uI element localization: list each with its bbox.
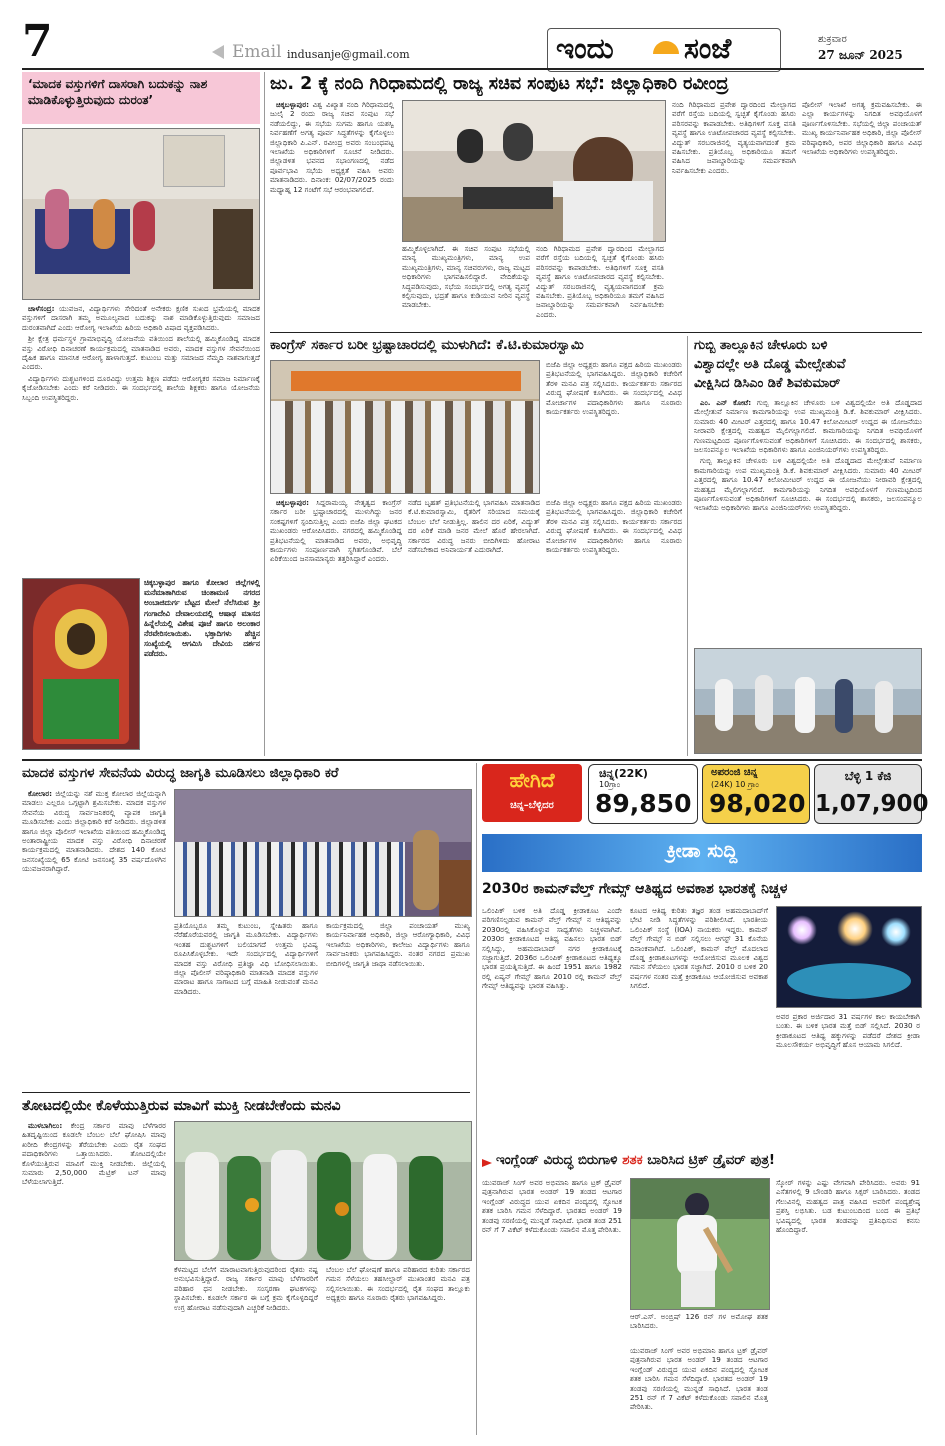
gold-24k-unit: (24K) 10 ಗ್ರಾಂ xyxy=(711,780,759,789)
column-rule xyxy=(687,336,688,756)
story-headline: ತೋಟದಲ್ಲಿಯೇ ಕೊಳೆಯುತ್ತಿರುವ ಮಾವಿಗೆ ಮುಕ್ತಿ ನೀಡಬೇಕೆಂದು ಮನವಿ xyxy=(22,1098,341,1114)
batsman-photo xyxy=(630,1178,770,1310)
column-rule xyxy=(264,72,265,756)
cwg-col-1: ಒಲಿಂಪಿಕ್ ಬಳಿಕ ಅತಿ ದೊಡ್ಡ ಕ್ರೀಡಾಕೂಟ ಎಂದೇ ಪರಿಗಣಿಸಲ್ಪಡುವ ಕಾಮನ್ ವೆಲ್ತ್ ಗೇಮ್ಸ್ ನ ಆತಿಥ್ಯವನ್ನು 2030ರಲ್ಲಿ ವಹಿಸಿಕೊಳ್ಳುವ ಸಾಧ್ಯತೆಗಳು ನಿಚ್ಚಳವಾಗಿವೆ. 2030ರ ಕ್ರೀಡಾಕೂಟದ ಆತಿಥ್ಯ ವಹಿಸಲು ಭಾರತ ಬಿಡ್ ಸಲ್ಲಿಸಿದ್ದು, ಅಹಮದಾಬಾದ್ ನಗರ ಕ್ರೀಡಾಕೂಟಕ್ಕೆ ಸಜ್ಜಾಗುತ್ತಿದೆ. 2036ರ ಒಲಿಂಪಿಕ್ ಕ್ರೀಡಾಕೂಟದ ಆತಿಥ್ಯಕ್ಕೂ ಭಾರತ ಪ್ರಯತ್ನಿಸುತ್ತಿದೆ. ಈ ಹಿಂದೆ 1951 ಹಾಗೂ 1982 ರಲ್ಲಿ ಏಷ್ಯನ್ ಗೇಮ್ಸ್ ಹಾಗೂ 2010 ರಲ್ಲಿ ಕಾಮನ್ ವೆಲ್ತ್ ಗೇಮ್ಸ್ ಆತಿಥ್ಯವನ್ನು ಭಾರತ ವಹಿಸಿತ್ತು. xyxy=(482,906,622,991)
cwg-col-3: ಅವರ ಪ್ರಕಾರ ಅರ್ಜಿದಾರ 31 ವರ್ಷಗಳ ಕಾಲ ಕಾಯಬೇಕಾಗಿ ಬಂತು. ಈ ಬಳಿಕ ಭಾರತ ಮತ್ತೆ ಬಿಡ್ ಸಲ್ಲಿಸಿದೆ. 2030 ರ ಕ್ರೀಡಾಕೂಟದ ಆತಿಥ್ಯ ಹಕ್ಕುಗಳನ್ನು ಪಡೆದರೆ ದೇಶದ ಕ್ರೀಡಾ ಮೂಲಸೌಕರ್ಯ ಅಭಿವೃದ್ಧಿಗೆ ಹೊಸ ಆಯಾಮ ಸಿಗಲಿದೆ. xyxy=(776,1012,920,1050)
logo xyxy=(547,28,781,72)
headline-line: ವಿಶ್ವಾದಲ್ಲೇ ಅತಿ ದೊಡ್ಡ ಮೇಲ್ಸೇತುವೆ xyxy=(694,357,846,372)
farmers-protest-photo xyxy=(174,1121,472,1261)
sports-banner xyxy=(482,834,922,872)
story-cricket xyxy=(482,1150,922,1436)
email-icon xyxy=(212,45,224,59)
email-label: Email xyxy=(232,42,282,62)
congress-col-2: ನಡೆದ ಬೃಹತ್ ಪ್ರತಿಭಟನೆಯಲ್ಲಿ ಭಾಗವಹಿಸಿ ಮಾತನಾಡಿದ ಕೆ.ಟಿ.ಕುಮಾರಸ್ವಾಮಿ, ರೈತರಿಗೆ ಸರಿಯಾದ ಸಮಯಕ್ಕೆ ಬೆಂಬಲ ಬೆಲೆ ನೀಡುತ್ತಿಲ್ಲ. ಹಾಲಿನ ದರ ಏರಿಕೆ, ವಿದ್ಯುತ್ ದರ ಏರಿಕೆ ಮಾಡಿ ಜನರ ಮೇಲೆ ಹೊರೆ ಹೇರಲಾಗಿದೆ. ಸರ್ಕಾರದ ವಿರುದ್ಧ ಜನರು ಬೀದಿಗಿಳಿದು ಹೋರಾಟ ನಡೆಸಬೇಕಾದ ಅನಿವಾರ್ಯತೆ ಎದುರಾಗಿದೆ. xyxy=(408,498,540,555)
mango-col-1 xyxy=(22,1121,166,1433)
story-gubbi xyxy=(694,336,922,756)
paragraph: ಕೇಂದ್ರ ಸರ್ಕಾರ ಮಾವು ಬೆಳೆಗಾರರ ಹಿತದೃಷ್ಟಿಯಿಂದ ಕೂಡಲೇ ಬೆಂಬಲ ಬೆಲೆ ಘೋಷಿಸಿ ಮಾವು ಖರೀದಿ ಕೇಂದ್ರಗಳನ್ನು ತೆರೆಯಬೇಕು ಎಂದು ರೈತ ಸಂಘದ ಪದಾಧಿಕಾರಿಗಳು ಒತ್ತಾಯಿಸಿದರು. ತೋಟದಲ್ಲಿಯೇ ಕೊಳೆಯುತ್ತಿರುವ ಮಾವಿಗೆ ಮುಕ್ತಿ ನೀಡಬೇಕು. ಜಿಲ್ಲೆಯಲ್ಲಿ ಸುಮಾರು 2,50,000 ಮೆಟ್ರಿಕ್ ಟನ್ ಮಾವು ಬೆಳೆಯಲಾಗುತ್ತಿದೆ. xyxy=(22,1121,166,1187)
paragraph: ಶ್ರೀ ಕ್ಷೇತ್ರ ಧರ್ಮಸ್ಥಳ ಗ್ರಾಮಾಭಿವೃದ್ಧಿ ಯೋಜನೆಯ ವತಿಯಿಂದ ಶಾಲೆಯಲ್ಲಿ ಹಮ್ಮಿಕೊಂಡಿದ್ದ ಮಾದಕ ವಸ್ತು ವಿರೋಧಿ ದಿನಾಚರಣೆ ಕಾರ್ಯಕ್ರಮದಲ್ಲಿ ಮಾತನಾಡಿದ ಅವರು, ಮಾದಕ ವಸ್ತುಗಳ ಸೇವನೆಯಿಂದ ದೈಹಿಕ ಹಾಗೂ ಮಾನಸಿಕ ಆರೋಗ್ಯ ಹಾಳಾಗುತ್ತದೆ. ಕುಟುಂಬ ಮತ್ತು ಸಮಾಜದ ನೆಮ್ಮದಿ ನಾಶವಾಗುತ್ತದೆ ಎಂದರು. xyxy=(22,334,260,372)
cricket-col-2b: ಯುವರಾಜ್ ಸಿಂಗ್ ಅವರ ಅಭಿಮಾನಿ ಹಾಗೂ ಟ್ರಕ್ ಡ್ರೈವರ್ ಪುತ್ರನಾಗಿರುವ ಭಾರತ ಅಂಡರ್ 19 ತಂಡದ ಆಟಗಾರ ಇಂಗ್ಲೆಂಡ್ ವಿರುದ್ಧದ ಯುವ ಏಕದಿನ ಪಂದ್ಯದಲ್ಲಿ ಸ್ಫೋಟಕ ಶತಕ ಬಾರಿಸಿ ಗಮನ ಸೆಳೆದಿದ್ದಾರೆ. ಭಾರತದ ಅಂಡರ್ 19 ತಂಡವು ಸರಣಿಯಲ್ಲಿ ಮುನ್ನಡೆ ಸಾಧಿಸಿದೆ. ಭಾರತ ತಂಡ 251 ರನ್ ಗೆ 7 ವಿಕೆಟ್ ಕಳೆದುಕೊಂಡು ಸವಾಲಿನ ಮೊತ್ತ ಪೇರಿಸಿತು. xyxy=(630,1346,768,1412)
paragraph: ವಿದ್ಯಾರ್ಥಿಗಳು ದುಶ್ಚಟಗಳಿಂದ ದೂರವಿದ್ದು ಉತ್ತಮ ಶಿಕ್ಷಣ ಪಡೆದು ಆರೋಗ್ಯಕರ ಸಮಾಜ ನಿರ್ಮಾಣಕ್ಕೆ ಕೈಜೋಡಿಸಬೇಕು ಎಂದು ಕರೆ ನೀಡಿದರು. ಈ ಸಂದರ್ಭದಲ್ಲಿ ಶಾಲೆಯ ಶಿಕ್ಷಕರು ಹಾಗೂ ಯೋಜನೆಯ ಸಿಬ್ಬಂದಿ ಉಪಸ್ಥಿತರಿದ್ದರು. xyxy=(22,373,260,402)
cricket-col-3: ಸ್ಕೋರ್ ಗಳನ್ನು ಎಷ್ಟು ವೇಗವಾಗಿ ಪೇರಿಸಿದರು. ಅವರು 91 ಎಸೆತಗಳಲ್ಲಿ 9 ಬೌಂಡರಿ ಹಾಗೂ ಸಿಕ್ಸರ್ ಬಾರಿಸಿದರು. ತಂಡದ ಗೆಲುವಿನಲ್ಲಿ ಮಹತ್ವದ ಪಾತ್ರ ವಹಿಸಿದ ಅವರಿಗೆ ಪಂದ್ಯಶ್ರೇಷ್ಠ ಪ್ರಶಸ್ತಿ ಲಭಿಸಿತು. ಬಡ ಕುಟುಂಬದಿಂದ ಬಂದ ಈ ಪ್ರತಿಭೆ ಭವಿಷ್ಯದಲ್ಲಿ ಭಾರತ ತಂಡವನ್ನು ಪ್ರತಿನಿಧಿಸುವ ಕನಸು ಹೊಂದಿದ್ದಾರೆ. xyxy=(776,1178,920,1235)
gold-22k-label: ಚಿನ್ನ(22K) xyxy=(599,767,648,780)
headline-part: ಇಂಗ್ಲೆಂಡ್ ವಿರುದ್ಧ ಬಿರುಗಾಳಿ xyxy=(496,1153,618,1168)
dateline: ಎಂ. ಎನ್ ಕೋಟೆ: xyxy=(700,398,752,407)
headline-highlight: ಶತಕ xyxy=(622,1153,643,1168)
story-headline: ಮಾದಕ ವಸ್ತುಗಳ ಸೇವನೆಯ ವಿರುದ್ಧ ಜಾಗೃತಿ ಮೂಡಿಸಲು ಜಿಲ್ಲಾಧಿಕಾರಿ ಕರೆ xyxy=(22,766,339,781)
story-headline xyxy=(22,72,260,124)
column-rule xyxy=(476,763,477,1435)
headline-text: ‘ಮಾದಕ ವಸ್ತುಗಳಿಗೆ ದಾಸರಾಗಿ ಬದುಕನ್ನು ನಾಶ ಮಾಡಿಕೊಳ್ಳುತ್ತಿರುವುದು ದುರಂತ’ xyxy=(28,77,208,107)
gold-24k-label: ಅಪರಂಜಿ ಚಿನ್ನ xyxy=(711,767,758,778)
page-number: 7 xyxy=(22,16,53,67)
brand-line-1: ಹೇಗಿದೆ xyxy=(509,768,555,792)
dateline: ಚಾಳೆಸಂದ್ರ: xyxy=(28,304,55,313)
sun-icon xyxy=(653,41,679,54)
dateline: ಕೋಲಾರ: xyxy=(28,789,53,798)
story-cabinet xyxy=(270,72,922,330)
logo-right-text: ಸಂಜೆ xyxy=(684,32,732,65)
congress-col-right: ಬಿಜೆಪಿ ಜಿಲ್ಲಾ ಅಧ್ಯಕ್ಷರು ಹಾಗೂ ಪಕ್ಷದ ಹಿರಿಯ ಮುಖಂಡರು ಪ್ರತಿಭಟನೆಯಲ್ಲಿ ಭಾಗವಹಿಸಿದ್ದರು. ಜಿಲ್ಲಾಧಿಕಾರಿ ಕಚೇರಿಗೆ ತೆರಳಿ ಮನವಿ ಪತ್ರ ಸಲ್ಲಿಸಿದರು. ಕಾರ್ಯಕರ್ತರು ಸರ್ಕಾರದ ವಿರುದ್ಧ ಘೋಷಣೆ ಕೂಗಿದರು. ಈ ಸಂದರ್ಭದಲ್ಲಿ ವಿವಿಧ ಮೋರ್ಚಾಗಳ ಪದಾಧಿಕಾರಿಗಳು ಹಾಗೂ ನೂರಾರು ಕಾರ್ಯಕರ್ತರು ಉಪಸ್ಥಿತರಿದ್ದರು. xyxy=(546,360,682,417)
headline-part: ಬಾರಿಸಿದ ಟ್ರಿಕ್ ಡ್ರೈವರ್ ಪುತ್ರ! xyxy=(647,1153,775,1168)
cabinet-col-1 xyxy=(270,100,394,326)
awareness-event-photo xyxy=(174,789,472,917)
cwg-col-2: ಕೂಟದ ಆತಿಥ್ಯ ಕುರಿತು ತಜ್ಞರ ತಂಡ ಅಹಮದಾಬಾದ್‌ಗೆ ಭೇಟಿ ನೀಡಿ ಸಿದ್ಧತೆಗಳನ್ನು ಪರಿಶೀಲಿಸಿದೆ. ಭಾರತೀಯ ಒಲಿಂಪಿಕ್ ಸಂಸ್ಥೆ (IOA) ನಾಯಕರು ಇದ್ದರು. ಕಾಮನ್ ವೆಲ್ತ್ ಗೇಮ್ಸ್ ನ ಬಿಡ್ ಸಲ್ಲಿಸಲು ಆಗಸ್ಟ್ 31 ಕೊನೆಯ ದಿನಾಂಕವಾಗಿದೆ. ಒಲಿಂಪಿಕ್, ಕಾಮನ್ ವೆಲ್ತ್ ಮೊದಲಾದ ದೊಡ್ಡ ಕ್ರೀಡಾಕೂಟಗಳನ್ನು ಆಯೋಜಿಸುವ ಮೂಲಕ ವಿಶ್ವದ ಗಮನ ಸೆಳೆಯಲು ಭಾರತ ಸಜ್ಜಾಗಿದೆ. 2010 ರ ಬಳಿಕ 20 ವರ್ಷಗಳ ನಂತರ ಮತ್ತೆ ಕ್ರೀಡಾಕೂಟ ಆಯೋಜಿಸುವ ಅವಕಾಶ ಸಿಗಲಿದೆ. xyxy=(630,906,768,991)
headline-line: ಗುಬ್ಬಿ ತಾಲ್ಲೂಕಿನ ಚೇಳೂರು ಬಳಿ xyxy=(694,338,828,353)
paragraph: ಯುವಜನ, ವಿದ್ಯಾರ್ಥಿಗಳು ಸೇರಿದಂತೆ ಅನೇಕರು ಕ್ಷಣಿಕ ಸುಖದ ಭ್ರಮೆಯಲ್ಲಿ ಮಾದಕ ವಸ್ತುಗಳಿಗೆ ದಾಸರಾಗಿ ತಮ್ಮ ಅಮೂಲ್ಯವಾದ ಬದುಕನ್ನು ನಾಶ ಮಾಡಿಕೊಳ್ಳುತ್ತಿರುವುದು ಸಮಾಜದ ದುರಂತವಾಗಿದೆ ಎಂದು ಆರೋಗ್ಯ ಇಲಾಖೆಯ ಹಿರಿಯ ಅಧಿಕಾರಿ ವಿಷಾದ ವ್ಯಕ್ತಪಡಿಸಿದರು. xyxy=(22,304,260,332)
cabinet-col-2: ಹಮ್ಮಿಕೊಳ್ಳಲಾಗಿದೆ. ಈ ಸಚಿವ ಸಂಪುಟ ಸಭೆಯಲ್ಲಿ ಮಾನ್ಯ ಮುಖ್ಯಮಂತ್ರಿಗಳು, ಮಾನ್ಯ ಉಪ ಮುಖ್ಯಮಂತ್ರಿಗಳು, ಮಾನ್ಯ ಸಚಿವರುಗಳು, ರಾಜ್ಯ ಮಟ್ಟದ ಅಧಿಕಾರಿಗಳು ಭಾಗವಹಿಸಲಿದ್ದಾರೆ. ವೇದಿಕೆಯನ್ನು ಸಿದ್ಧಪಡಿಸುವುದು, ಸಭೆಯ ಸಂದರ್ಭದಲ್ಲಿ ಅಗತ್ಯ ವ್ಯವಸ್ಥೆ ಕಲ್ಪಿಸುವುದು, ಭದ್ರತೆ ಹಾಗೂ ಕುಡಿಯುವ ನೀರಿನ ವ್ಯವಸ್ಥೆ ಮಾಡಬೇಕು. xyxy=(402,244,530,310)
goddess-photo xyxy=(22,578,140,750)
mango-col-2: ಕೆಳಮಟ್ಟದ ಬೆಲೆಗೆ ಮಾರಾಟವಾಗುತ್ತಿರುವುದರಿಂದ ರೈತರು ನಷ್ಟ ಅನುಭವಿಸುತ್ತಿದ್ದಾರೆ. ರಾಜ್ಯ ಸರ್ಕಾರ ಮಾವು ಬೆಳೆಗಾರರಿಗೆ ಪರಿಹಾರ ಧನ ನೀಡಬೇಕು. ಸಂಸ್ಕರಣಾ ಘಟಕಗಳನ್ನು ಸ್ಥಾಪಿಸಬೇಕು. ಕೂಡಲೇ ಸರ್ಕಾರ ಈ ಬಗ್ಗೆ ಕ್ರಮ ಕೈಗೊಳ್ಳದಿದ್ದರೆ ಉಗ್ರ ಹೋರಾಟ ನಡೆಸುವುದಾಗಿ ಎಚ್ಚರಿಕೆ ನೀಡಿದರು. xyxy=(174,1265,318,1312)
price-brand xyxy=(482,764,582,822)
paragraph: ವಿಶ್ವ ವಿಖ್ಯಾತ ನಂದಿ ಗಿರಿಧಾಮದಲ್ಲಿ ಜುಲೈ 2 ರಂದು ರಾಜ್ಯ ಸಚಿವ ಸಂಪುಟ ಸಭೆ ನಡೆಯಲಿದ್ದು, ಈ ಸಭೆಯ ಸುಗಮ ಹಾಗೂ ಯಶಸ್ವಿ ನಿರ್ವಹಣೆಗೆ ಅಗತ್ಯ ಪೂರ್ವ ಸಿದ್ಧತೆಗಳನ್ನು ಕೈಗೊಳ್ಳಲು ಜಿಲ್ಲಾಧಿಕಾರಿ ಪಿ.ಎನ್. ರವೀಂದ್ರ ಅವರು ಸಂಬಂಧಪಟ್ಟ ಇಲಾಖೆಯ ಅಧಿಕಾರಿಗಳಿಗೆ ಸೂಚನೆ ನೀಡಿದರು. ಜಿಲ್ಲಾಡಳಿತ ಭವನದ ಸಭಾಂಗಣದಲ್ಲಿ ನಡೆದ ಪೂರ್ವಭಾವಿ ಸಭೆಯ ಅಧ್ಯಕ್ಷತೆ ವಹಿಸಿ ಅವರು ಮಾತನಾಡಿದರು. ದಿನಾಂಕ: 02/07/2025 ರಂದು ಮಧ್ಯಾಹ್ನ 12 ಗಂಟೆಗೆ ಸಭೆ ಆರಂಭವಾಗಲಿದೆ. xyxy=(270,100,394,194)
paragraph: ಗುಬ್ಬಿ ತಾಲ್ಲೂಕಿನ ಚೇಳೂರು ಬಳಿ ವಿಶ್ವದಲ್ಲಿಯೇ ಅತಿ ದೊಡ್ಡದಾದ ಮೇಲ್ಸೇತುವೆ ನಿರ್ಮಾಣ ಕಾಮಗಾರಿಯನ್ನು ಉಪ ಮುಖ್ಯಮಂತ್ರಿ ಡಿ.ಕೆ. ಶಿವಕುಮಾರ್ ವೀಕ್ಷಿಸಿದರು. ಸುಮಾರು 40 ಮೀಟರ್ ಎತ್ತರದಲ್ಲಿ ಹಾಗೂ 10.47 ಕಿಲೋಮೀಟರ್ ಉದ್ದದ ಈ ಯೋಜನೆಯು ನೀರಾವರಿ ಕ್ಷೇತ್ರದಲ್ಲಿ ಮಹತ್ವದ ಮೈಲಿಗಲ್ಲಾಗಲಿದೆ. ಕಾಮಗಾರಿಯನ್ನು ನಿಗದಿತ ಅವಧಿಯೊಳಗೆ ಗುಣಮಟ್ಟದಿಂದ ಪೂರ್ಣಗೊಳಿಸುವಂತೆ ಅಧಿಕಾರಿಗಳಿಗೆ ಸೂಚಿಸಿದರು. ಈ ಸಂದರ್ಭದಲ್ಲಿ ಶಾಸಕರು, ಜಲಸಂಪನ್ಮೂಲ ಇಲಾಖೆಯ ಅಧಿಕಾರಿಗಳು ಹಾಗೂ ಎಂಜಿನಿಯರ್‌ಗಳು ಉಪಸ್ಥಿತರಿದ್ದರು. xyxy=(694,398,922,455)
logo-left-text: ಇಂದು xyxy=(556,32,614,65)
cabinet-col-4: ಪೊಲೀಸ್ ಇಲಾಖೆ ಅಗತ್ಯ ಕ್ರಮವಹಿಸಬೇಕು. ಈ ಎಲ್ಲಾ ಕಾರ್ಯಗಳನ್ನು ನಿಗದಿತ ಅವಧಿಯೊಳಗೆ ಪೂರ್ಣಗೊಳಿಸಬೇಕು. ಸಭೆಯಲ್ಲಿ ಜಿಲ್ಲಾ ಪಂಚಾಯತ್ ಮುಖ್ಯ ಕಾರ್ಯನಿರ್ವಾಹಕ ಅಧಿಕಾರಿ, ಜಿಲ್ಲಾ ಪೊಲೀಸ್ ವರಿಷ್ಠಾಧಿಕಾರಿ, ಅಪರ ಜಿಲ್ಲಾಧಿಕಾರಿ ಹಾಗೂ ವಿವಿಧ ಇಲಾಖೆಯ ಅಧಿಕಾರಿಗಳು ಉಪಸ್ಥಿತರಿದ್ದರು. xyxy=(802,100,922,157)
gold-22k-value: 89,850 xyxy=(595,789,692,818)
gold-silver-prices xyxy=(482,764,929,824)
gold-22k-box xyxy=(588,764,698,824)
paragraph: ಗುಬ್ಬಿ ತಾಲ್ಲೂಕಿನ ಚೇಳೂರು ಬಳಿ ವಿಶ್ವದಲ್ಲಿಯೇ ಅತಿ ದೊಡ್ಡದಾದ ಮೇಲ್ಸೇತುವೆ ನಿರ್ಮಾಣ ಕಾಮಗಾರಿಯನ್ನು ಉಪ ಮುಖ್ಯಮಂತ್ರಿ ಡಿ.ಕೆ. ಶಿವಕುಮಾರ್ ವೀಕ್ಷಿಸಿದರು. ಸುಮಾರು 40 ಮೀಟರ್ ಎತ್ತರದಲ್ಲಿ ಹಾಗೂ 10.47 ಕಿಲೋಮೀಟರ್ ಉದ್ದದ ಈ ಯೋಜನೆಯು ನೀರಾವರಿ ಕ್ಷೇತ್ರದಲ್ಲಿ ಮಹತ್ವದ ಮೈಲಿಗಲ್ಲಾಗಲಿದೆ. ಕಾಮಗಾರಿಯನ್ನು ನಿಗದಿತ ಅವಧಿಯೊಳಗೆ ಗುಣಮಟ್ಟದಿಂದ ಪೂರ್ಣಗೊಳಿಸುವಂತೆ ಅಧಿಕಾರಿಗಳಿಗೆ ಸೂಚಿಸಿದರು. ಈ ಸಂದರ್ಭದಲ್ಲಿ ಶಾಸಕರು, ಜಲಸಂಪನ್ಮೂಲ ಇಲಾಖೆಯ ಅಧಿಕಾರಿಗಳು ಹಾಗೂ ಎಂಜಿನಿಯರ್‌ಗಳು ಉಪಸ್ಥಿತರಿದ್ದರು. xyxy=(694,456,922,513)
dateline: ಮುಳಬಾಗಿಲು: xyxy=(28,1121,63,1130)
gold-24k-box xyxy=(702,764,810,824)
story-headline: ಜು. 2 ಕ್ಕೆ ನಂದಿ ಗಿರಿಧಾಮದಲ್ಲಿ ರಾಜ್ಯ ಸಚಿವ ಸಂಪುಟ ಸಭೆ: ಜಿಲ್ಲಾಧಿಕಾರಿ ರವೀಂದ್ರ xyxy=(270,74,729,94)
cabinet-col-2b: ನಂದಿ ಗಿರಿಧಾಮದ ಪ್ರವೇಶ ದ್ವಾರದಿಂದ ಮೇಲ್ಭಾಗದ ವರೆಗೆ ರಸ್ತೆಯ ಬದಿಯಲ್ಲಿ ಸ್ವಚ್ಛತೆ ಕೈಗೊಂಡು ಹಸಿರು ಪರಿಸರವನ್ನು ಕಾಪಾಡಬೇಕು. ಅತಿಥಿಗಳಿಗೆ ಸೂಕ್ತ ವಸತಿ ವ್ಯವಸ್ಥೆ ಹಾಗೂ ಊಟೋಪಚಾರದ ವ್ಯವಸ್ಥೆ ಕಲ್ಪಿಸಬೇಕು. ವಿದ್ಯುತ್ ಸರಬರಾಜಿನಲ್ಲಿ ವ್ಯತ್ಯಯವಾಗದಂತೆ ಕ್ರಮ ವಹಿಸಬೇಕು. ಪ್ರತಿಯೊಬ್ಬ ಅಧಿಕಾರಿಯೂ ತಮಗೆ ವಹಿಸಿದ ಜವಾಬ್ದಾರಿಯನ್ನು ಸಮರ್ಪಕವಾಗಿ ನಿರ್ವಹಿಸಬೇಕು ಎಂದರು. xyxy=(536,244,664,319)
section-rule xyxy=(270,332,922,333)
masthead-rule xyxy=(22,68,924,70)
cricket-col-1: ಯುವರಾಜ್ ಸಿಂಗ್ ಅವರ ಅಭಿಮಾನಿ ಹಾಗೂ ಟ್ರಕ್ ಡ್ರೈವರ್ ಪುತ್ರನಾಗಿರುವ ಭಾರತ ಅಂಡರ್ 19 ತಂಡದ ಆಟಗಾರ ಇಂಗ್ಲೆಂಡ್ ವಿರುದ್ಧದ ಯುವ ಏಕದಿನ ಪಂದ್ಯದಲ್ಲಿ ಸ್ಫೋಟಕ ಶತಕ ಬಾರಿಸಿ ಗಮನ ಸೆಳೆದಿದ್ದಾರೆ. ಭಾರತದ ಅಂಡರ್ 19 ತಂಡವು ಸರಣಿಯಲ್ಲಿ ಮುನ್ನಡೆ ಸಾಧಿಸಿದೆ. ಭಾರತ ತಂಡ 251 ರನ್ ಗೆ 7 ವಿಕೆಟ್ ಕಳೆದುಕೊಂಡು ಸವಾಲಿನ ಮೊತ್ತ ಪೇರಿಸಿತು. xyxy=(482,1178,622,1235)
story-drug-quote xyxy=(22,72,260,574)
story-headline: ಕಾಂಗ್ರೆಸ್ ಸರ್ಕಾರ ಬರೀ ಭ್ರಷ್ಟಾಚಾರದಲ್ಲಿ ಮುಳುಗಿದೆ: ಕೆ.ಟಿ.ಕುಮಾರಸ್ವಾಮಿ xyxy=(270,338,584,353)
paragraph: ಸಿದ್ದರಾಮಯ್ಯ ನೇತೃತ್ವದ ಕಾಂಗ್ರೆಸ್ ಸರ್ಕಾರ ಬರೀ ಭ್ರಷ್ಟಾಚಾರದಲ್ಲಿ ಮುಳುಗಿದ್ದು ಜನರ ಸಂಕಷ್ಟಗಳಿಗೆ ಸ್ಪಂದಿಸುತ್ತಿಲ್ಲ ಎಂದು ಬಿಜೆಪಿ ಜಿಲ್ಲಾ ಘಟಕದ ಮುಖಂಡರು ಆರೋಪಿಸಿದರು. ನಗರದಲ್ಲಿ ಹಮ್ಮಿಕೊಂಡಿದ್ದ ಪ್ರತಿಭಟನೆಯಲ್ಲಿ ಮಾತನಾಡಿದ ಅವರು, ಅಭಿವೃದ್ಧಿ ಕಾರ್ಯಗಳು ಸಂಪೂರ್ಣವಾಗಿ ಸ್ಥಗಿತಗೊಂಡಿವೆ. ಬೆಲೆ ಏರಿಕೆಯಿಂದ ಜನಸಾಮಾನ್ಯರು ತತ್ತರಿಸಿದ್ದಾರೆ ಎಂದರು. xyxy=(270,498,402,564)
story-congress xyxy=(270,336,682,756)
awareness-col-3: ಕಾರ್ಯಕ್ರಮದಲ್ಲಿ ಜಿಲ್ಲಾ ಪಂಚಾಯತ್ ಮುಖ್ಯ ಕಾರ್ಯನಿರ್ವಾಹಕ ಅಧಿಕಾರಿ, ಜಿಲ್ಲಾ ಆರೋಗ್ಯಾಧಿಕಾರಿ, ವಿವಿಧ ಇಲಾಖೆಯ ಅಧಿಕಾರಿಗಳು, ಕಾಲೇಜು ವಿದ್ಯಾರ್ಥಿಗಳು ಹಾಗೂ ಸಾರ್ವಜನಿಕರು ಭಾಗವಹಿಸಿದ್ದರು. ನಂತರ ನಗರದ ಪ್ರಮುಖ ಬೀದಿಗಳಲ್ಲಿ ಜಾಗೃತಿ ಜಾಥಾ ನಡೆಸಲಾಯಿತು. xyxy=(326,921,470,968)
sports-banner-title: ಕ್ರೀಡಾ ಸುದ್ದಿ xyxy=(666,840,738,862)
headline-line: ವೀಕ್ಷಿಸಿದ ಡಿಸಿಎಂ ಡಿಕೆ ಶಿವಕುಮಾರ್ xyxy=(694,376,841,391)
stadium-fireworks-photo xyxy=(776,906,922,1008)
awareness-col-2: ಪ್ರತಿಯೊಬ್ಬರೂ ತಮ್ಮ ಕುಟುಂಬ, ಸ್ನೇಹಿತರು ಹಾಗೂ ನೆರೆಹೊರೆಯವರಲ್ಲಿ ಜಾಗೃತಿ ಮೂಡಿಸಬೇಕು. ವಿದ್ಯಾರ್ಥಿಗಳು ಇಂತಹ ದುಶ್ಚಟಗಳಿಗೆ ಬಲಿಯಾಗದೆ ಉತ್ತಮ ಭವಿಷ್ಯ ರೂಪಿಸಿಕೊಳ್ಳಬೇಕು. ಇದೇ ಸಂದರ್ಭದಲ್ಲಿ ವಿದ್ಯಾರ್ಥಿಗಳಿಗೆ ಮಾದಕ ವಸ್ತು ವಿರೋಧಿ ಪ್ರತಿಜ್ಞಾ ವಿಧಿ ಬೋಧಿಸಲಾಯಿತು. ಜಿಲ್ಲಾ ಪೊಲೀಸ್ ವರಿಷ್ಠಾಧಿಕಾರಿ ಮಾತನಾಡಿ ಮಾದಕ ವಸ್ತುಗಳ ಮಾರಾಟ ಹಾಗೂ ಸಾಗಾಟದ ಬಗ್ಗೆ ಮಾಹಿತಿ ನೀಡುವಂತೆ ಮನವಿ ಮಾಡಿದರು. xyxy=(174,921,318,996)
weekday: ಶುಕ್ರವಾರ xyxy=(818,34,847,45)
bridge-visit-photo xyxy=(694,648,922,754)
story-drug-awareness xyxy=(22,763,470,1089)
story-headline xyxy=(482,1150,922,1172)
temple-caption: ಚಿಕ್ಕಬಳ್ಳಾಪುರ ಹಾಗೂ ಕೋಲಾರ ಜಿಲ್ಲೆಗಳಲ್ಲಿ ಮನೆಮಾತಾಗಿರುವ ಚಿಂತಾಮಣಿ ನಗರದ ಅಂಬಾಜಿದುರ್ಗ ಬೆಟ್ಟದ ಮೇಲೆ ನೆಲೆಸಿರುವ ಶ್ರೀ ಗಂಗಾದೇವಿ ದೇವಾಲಯದಲ್ಲಿ ಆಷಾಢ ಮಾಸದ ಹಿನ್ನೆಲೆಯಲ್ಲಿ ವಿಶೇಷ ಪೂಜೆ ಹಾಗೂ ಅಲಂಕಾರ ನೆರವೇರಿಸಲಾಯಿತು. ಭಕ್ತಾದಿಗಳು ಹೆಚ್ಚಿನ ಸಂಖ್ಯೆಯಲ್ಲಿ ಆಗಮಿಸಿ ದೇವಿಯ ದರ್ಶನ ಪಡೆದರು. xyxy=(144,578,260,659)
school-event-photo xyxy=(22,128,260,300)
mango-col-3: ಬೆಂಬಲ ಬೆಲೆ ಘೋಷಣೆ ಹಾಗೂ ಪರಿಹಾರದ ಕುರಿತು ಸರ್ಕಾರದ ಗಮನ ಸೆಳೆಯಲು ತಹಸೀಲ್ದಾರ್ ಮುಖಾಂತರ ಮನವಿ ಪತ್ರ ಸಲ್ಲಿಸಲಾಯಿತು. ಈ ಸಂದರ್ಭದಲ್ಲಿ ರೈತ ಸಂಘದ ತಾಲ್ಲೂಕು ಅಧ್ಯಕ್ಷರು ಹಾಗೂ ನೂರಾರು ರೈತರು ಭಾಗವಹಿಸಿದ್ದರು. xyxy=(326,1265,470,1303)
gubbi-body xyxy=(694,398,922,642)
silver-value: 1,07,900 xyxy=(815,791,929,817)
story-headline: 2030ರ ಕಾಮನ್‌ವೆಲ್ತ್ ಗೇಮ್ಸ್ ಆತಿಥ್ಯದ ಅವಕಾಶ ಭಾರತಕ್ಕೆ ನಿಚ್ಚಳ xyxy=(482,881,788,897)
issue-date: 27 ಜೂನ್ 2025 xyxy=(818,48,903,62)
protest-photo xyxy=(270,360,540,494)
email-address: indusanje@gmail.com xyxy=(287,48,410,61)
section-rule xyxy=(22,759,922,761)
congress-col-1 xyxy=(270,498,402,754)
section-rule xyxy=(22,1092,470,1093)
masthead xyxy=(0,0,945,66)
paragraph: ಜಿಲ್ಲೆಯನ್ನು ನಶೆ ಮುಕ್ತ ಕೋಲಾರ ಜಿಲ್ಲೆಯನ್ನಾಗಿ ಮಾಡಲು ಎಲ್ಲರೂ ಒಗ್ಗಟ್ಟಾಗಿ ಶ್ರಮಿಸಬೇಕು. ಮಾದಕ ವಸ್ತುಗಳ ಸೇವನೆಯ ವಿರುದ್ಧ ಸಾರ್ವಜನಿಕರಲ್ಲಿ ವ್ಯಾಪಕ ಜಾಗೃತಿ ಮೂಡಿಸಬೇಕು ಎಂದು ಜಿಲ್ಲಾಧಿಕಾರಿ ಕರೆ ನೀಡಿದರು. ಜಿಲ್ಲಾಡಳಿತ ಹಾಗೂ ಜಿಲ್ಲಾ ಪೊಲೀಸ್ ಇಲಾಖೆಯ ವತಿಯಿಂದ ಹಮ್ಮಿಕೊಂಡಿದ್ದ ಅಂತಾರಾಷ್ಟ್ರೀಯ ಮಾದಕ ವಸ್ತು ವಿರೋಧಿ ದಿನಾಚರಣೆ ಕಾರ್ಯಕ್ರಮದಲ್ಲಿ ಮಾತನಾಡಿದರು. ದೇಶದ 140 ಕೋಟಿ ಜನಸಂಖ್ಯೆಯಲ್ಲಿ 65 ಕೋಟಿ ಜನಸಂಖ್ಯೆ 35 ವರ್ಷದೊಳಗಿನ ಯುವಜನರಾಗಿದ್ದಾರೆ. xyxy=(22,789,166,874)
dateline: ಚಿಕ್ಕಬಳ್ಳಾಪುರ: xyxy=(276,498,310,507)
story-body xyxy=(22,304,260,572)
dateline: ಚಿಕ್ಕಬಳ್ಳಾಪುರ: xyxy=(276,100,310,109)
silver-label: ಬೆಳ್ಳಿ 1 ಕೆಜಿ xyxy=(844,769,892,783)
cricket-bat-icon xyxy=(482,1159,492,1167)
story-cwg xyxy=(482,878,922,1148)
silver-box xyxy=(814,764,929,824)
congress-col-3: ಬಿಜೆಪಿ ಜಿಲ್ಲಾ ಅಧ್ಯಕ್ಷರು ಹಾಗೂ ಪಕ್ಷದ ಹಿರಿಯ ಮುಖಂಡರು ಪ್ರತಿಭಟನೆಯಲ್ಲಿ ಭಾಗವಹಿಸಿದ್ದರು. ಜಿಲ್ಲಾಧಿಕಾರಿ ಕಚೇರಿಗೆ ತೆರಳಿ ಮನವಿ ಪತ್ರ ಸಲ್ಲಿಸಿದರು. ಕಾರ್ಯಕರ್ತರು ಸರ್ಕಾರದ ವಿರುದ್ಧ ಘೋಷಣೆ ಕೂಗಿದರು. ಈ ಸಂದರ್ಭದಲ್ಲಿ ವಿವಿಧ ಮೋರ್ಚಾಗಳ ಪದಾಧಿಕಾರಿಗಳು ಹಾಗೂ ನೂರಾರು ಕಾರ್ಯಕರ್ತರು ಉಪಸ್ಥಿತರಿದ್ದರು. xyxy=(546,498,682,555)
awareness-col-1 xyxy=(22,789,166,1087)
cricket-photo-caption: ಆರ್.ಎಸ್. ಅಂಬ್ರಿಷ್ 126 ರನ್ ಗಳ ಅಮೋಘ ಶತಕ ಬಾರಿಸಿದರು. xyxy=(630,1312,768,1331)
story-temple xyxy=(22,578,260,752)
gold-22k-unit: 10ಗ್ರಾಂ xyxy=(599,780,621,789)
brand-line-2: ಚಿನ್ನ–ಬೆಳ್ಳಿದರ xyxy=(510,800,554,811)
story-mango xyxy=(22,1095,470,1435)
meeting-photo xyxy=(402,100,666,242)
cabinet-col-3: ನಂದಿ ಗಿರಿಧಾಮದ ಪ್ರವೇಶ ದ್ವಾರದಿಂದ ಮೇಲ್ಭಾಗದ ವರೆಗೆ ರಸ್ತೆಯ ಬದಿಯಲ್ಲಿ ಸ್ವಚ್ಛತೆ ಕೈಗೊಂಡು ಹಸಿರು ಪರಿಸರವನ್ನು ಕಾಪಾಡಬೇಕು. ಅತಿಥಿಗಳಿಗೆ ಸೂಕ್ತ ವಸತಿ ವ್ಯವಸ್ಥೆ ಹಾಗೂ ಊಟೋಪಚಾರದ ವ್ಯವಸ್ಥೆ ಕಲ್ಪಿಸಬೇಕು. ವಿದ್ಯುತ್ ಸರಬರಾಜಿನಲ್ಲಿ ವ್ಯತ್ಯಯವಾಗದಂತೆ ಕ್ರಮ ವಹಿಸಬೇಕು. ಪ್ರತಿಯೊಬ್ಬ ಅಧಿಕಾರಿಯೂ ತಮಗೆ ವಹಿಸಿದ ಜವಾಬ್ದಾರಿಯನ್ನು ಸಮರ್ಪಕವಾಗಿ ನಿರ್ವಹಿಸಬೇಕು ಎಂದರು. xyxy=(672,100,796,175)
gold-24k-value: 98,020 xyxy=(709,789,806,818)
